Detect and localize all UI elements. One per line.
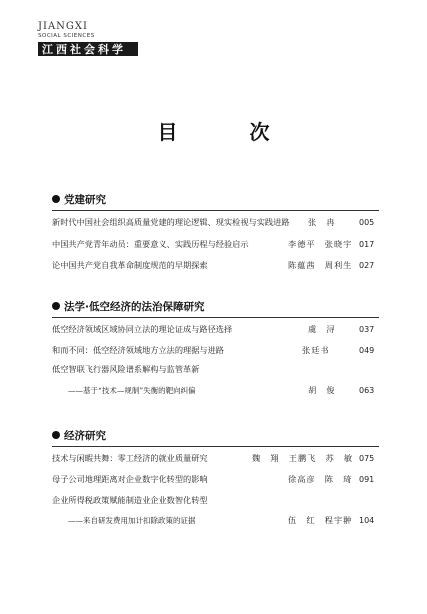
entry-authors: 虞 浔: [308, 324, 336, 334]
entry-authors: 魏 翔 王鹏飞 苏 敏: [252, 453, 354, 463]
toc-entry[interactable]: [52, 238, 379, 251]
toc-entry[interactable]: [52, 259, 379, 272]
toc-entry[interactable]: [52, 452, 379, 465]
toc-entry-subtitle[interactable]: [52, 514, 379, 527]
entry-authors: 陈蕴茜 周利生: [288, 260, 353, 270]
entry-title: 企业所得税政策赋能制造业企业数智化转型: [52, 495, 208, 505]
section-divider: [52, 446, 379, 447]
entry-title: 新时代中国社会组织高质量党建的理论逻辑、现实检视与实践进路: [52, 217, 290, 227]
entry-authors: 伍 红 程宇翀: [288, 515, 353, 525]
section-law-low-altitude: [52, 299, 379, 395]
entry-page: 104: [359, 516, 375, 525]
bullet-icon: [52, 431, 60, 439]
entry-subtitle: ——来自研发费用加计扣除政策的证据: [68, 516, 196, 525]
entry-title: 低空智联飞行器风险谱系解构与监管革新: [52, 364, 200, 374]
toc-entry[interactable]: [52, 494, 379, 507]
section-heading-label: 党建研究: [64, 193, 106, 206]
entry-page: 091: [359, 475, 375, 484]
entry-title: 低空经济领域区域协同立法的理论证成与路径选择: [52, 324, 233, 334]
entry-page: 005: [359, 218, 375, 227]
section-divider: [52, 210, 379, 211]
section-heading: [52, 192, 379, 206]
section-divider: [52, 317, 379, 318]
toc-entry[interactable]: [52, 473, 379, 486]
journal-logo: [38, 22, 150, 56]
entry-authors: 徐高彦 陈 琦: [288, 474, 353, 484]
entry-title: 中国共产党青年动员：重要意义、实践历程与经验启示: [52, 239, 249, 249]
entry-authors: 胡 俊: [308, 385, 336, 395]
entry-title: 母子公司地理距离对企业数字化转型的影响: [52, 474, 208, 484]
section-economics: [52, 428, 379, 525]
section-heading: [52, 299, 379, 313]
entry-page: 049: [359, 346, 375, 355]
toc-entry[interactable]: [52, 323, 379, 336]
toc-entry[interactable]: [52, 363, 379, 376]
entry-page: 063: [359, 386, 375, 395]
section-heading-label: 法学·低空经济的法治保障研究: [64, 300, 205, 313]
entry-page: 017: [359, 240, 375, 249]
logo-chinese-name: 江西社会科学: [38, 42, 138, 56]
entry-subtitle: ——基于“技术—规制”失衡的靶向纠偏: [68, 386, 196, 395]
entry-authors: 李德平 张晓宇: [288, 239, 353, 249]
entry-title: 技术与闲暇共舞：零工经济的就业质量研究: [52, 453, 208, 463]
logo-english-name: JIANGXI: [38, 21, 88, 32]
toc-entry[interactable]: [52, 344, 379, 357]
entry-page: 037: [359, 325, 375, 334]
toc-entry-subtitle[interactable]: [52, 384, 379, 397]
bullet-icon: [52, 302, 60, 310]
entry-page: 075: [359, 454, 375, 463]
toc-entry[interactable]: [52, 216, 379, 229]
logo-english-subtitle: SOCIAL SCIENCES: [38, 33, 95, 39]
entry-title: 论中国共产党自我革命制度规范的早期探索: [52, 260, 208, 270]
section-heading: [52, 428, 379, 442]
section-heading-label: 经济研究: [64, 429, 106, 442]
entry-authors: 张廷书: [302, 345, 330, 355]
entry-title: 和而不同：低空经济领域地方立法的理据与进路: [52, 345, 224, 355]
section-party-building: [52, 192, 379, 270]
entry-authors: 张 冉: [308, 217, 336, 227]
bullet-icon: [52, 195, 60, 203]
page-title: 目 次: [157, 120, 296, 144]
entry-page: 027: [359, 261, 375, 270]
